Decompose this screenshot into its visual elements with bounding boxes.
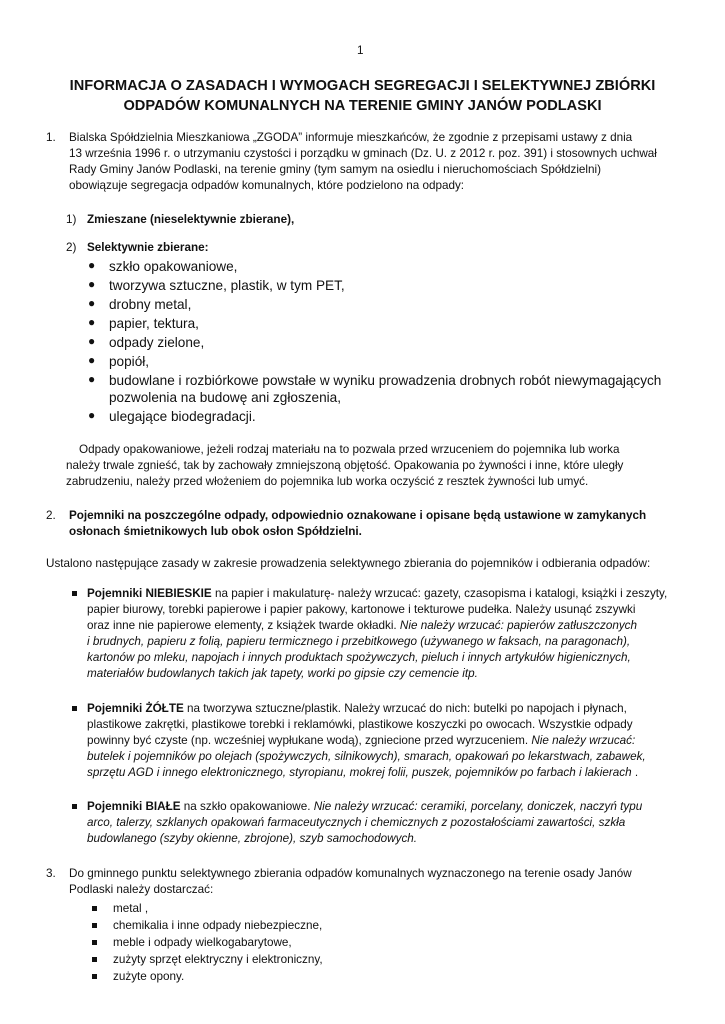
bullet-icon: ● [88, 408, 96, 422]
collection-point-item: chemikalia i inne odpady niebezpieczne, [113, 919, 323, 932]
waste-type-item: szkło opakowaniowe, [109, 259, 238, 274]
collection-point-item: zużyty sprzęt elektryczny i elektroniczny, [113, 953, 323, 966]
waste-type-item: papier, tektura, [109, 316, 199, 331]
section3-line: Do gminnego punktu selektywnego zbierania odpadów komunalnych wyznaczonego na terenie osady Janów [69, 867, 632, 880]
blue-container-line3 [87, 618, 637, 635]
bullet-icon: ● [88, 296, 96, 310]
section2-line: Pojemniki na poszczególne odpady, odpowiednio oznakowane i opisane będą ustawione w zamykanych [69, 509, 647, 522]
bullet-icon: ● [88, 258, 96, 272]
waste-type-item-continuation: pozwolenia na budowę ani zgłoszenia, [109, 390, 342, 405]
section3-line: Podlaski należy dostarczać: [69, 883, 214, 896]
packaging-note-line: zabrudzeniu, należy przed włożeniem do pojemnika lub worka oczyścić z resztek żywności lub umyć. [66, 475, 589, 488]
section1-line: obowiązuje segregacja odpadów komunalnych, które podzielono na odpady: [69, 179, 465, 192]
waste-type-item: budowlane i rozbiórkowe powstałe w wyniku prowadzenia drobnych robót niewymagających [109, 373, 662, 388]
yellow-container-exclusions: sprzętu AGD i innego elektronicznego, styropianu, mokrej folii, puszek, pojemników po farbach i lakierach [87, 766, 632, 779]
white-container-line1 [87, 799, 642, 816]
yellow-container-line5 [87, 765, 638, 782]
yellow-container-exclusions: Nie należy wrzucać: [531, 734, 636, 747]
square-bullet-icon [72, 591, 77, 596]
waste-type-item: odpady zielone, [109, 335, 205, 350]
white-container-line: budowlanego (szyby okienne, zbrojone), szyb samochodowych. [87, 832, 418, 845]
square-bullet-icon [72, 706, 77, 711]
yellow-container-line1 [87, 701, 627, 718]
item2-number: 2) [66, 241, 77, 254]
document-title-line1: INFORMACJA O ZASADACH I WYMOGACH SEGREGACJI I SELEKTYWNEJ ZBIÓRKI [69, 78, 656, 94]
yellow-container-line: plastikowe zakrętki, plastikowe torebki i reklamówki, plastikowe koszyczki po owocach. Wszystkie odpady [87, 718, 633, 731]
page-number: 1 [357, 44, 364, 57]
section1-number: 1. [46, 131, 56, 144]
blue-container-line: kartonów po mleku, napojach i innych produktach spożywczych, pieluch i innych artykułów higienicznych, [87, 651, 631, 664]
blue-container-line: i brudnych, papieru z folią, papieru termicznego i przebitkowego (używanego w faksach, na paragonach), [87, 635, 631, 648]
blue-container-text: oraz inne nie papierowe elementy, z książek twarde okładki. [87, 619, 400, 632]
bullet-icon: ● [88, 334, 96, 348]
blue-container-line: materiałów budowlanych takich jak tapety, worki po gipsie czy cemencie itp. [87, 667, 478, 680]
item2-label: Selektywnie zbierane: [87, 241, 209, 254]
blue-container-exclusions: Nie należy wrzucać: papierów zatłuszczonych [399, 619, 638, 632]
section3-number: 3. [46, 867, 56, 880]
packaging-note-line: Odpady opakowaniowe, jeżeli rodzaj materiału na to pozwala przed wrzuceniem do pojemnika lub worka [79, 443, 620, 456]
white-container-exclusions: Nie należy wrzucać: ceramiki, porcelany, doniczek, naczyń typu [313, 800, 643, 813]
yellow-container-text: powinny być czyste (np. wcześniej wypłukane wodą), zgniecione przed wyrzuceniem. [87, 734, 532, 747]
item1-label: Zmieszane (nieselektywnie zbierane), [87, 213, 295, 226]
section1-line: Bialska Spółdzielnia Mieszkaniowa „ZGODA” informuje mieszkańców, że zgodnie z przepisami ustawy z dnia [69, 131, 633, 144]
packaging-note-line: należy trwale zgnieść, tak by zachowały zmniejszoną objętość. Opakowania po żywności i inne, które uległy [66, 459, 624, 472]
yellow-container-line: butelek i pojemników po olejach (spożywczych, silnikowych), smarach, opakowań po lekarstwach, zabawek, [87, 750, 646, 763]
collection-point-item: meble i odpady wielkogabarytowe, [113, 936, 292, 949]
collection-point-item: zużyte opony. [113, 970, 185, 983]
blue-container-label: Pojemniki NIEBIESKIE [87, 587, 212, 600]
section2-intro: Ustalono następujące zasady w zakresie prowadzenia selektywnego zbierania do pojemników i odbierania odpadów: [46, 557, 651, 570]
yellow-container-label: Pojemniki ŻÓŁTE [87, 702, 184, 715]
blue-container-text: na papier i makulaturę- należy wrzucać: gazety, czasopisma i katalogi, książki i zeszyty, [211, 587, 668, 600]
waste-type-item: popiół, [109, 354, 150, 369]
section2-line: osłonach śmietnikowych lub obok osłon Spółdzielni. [69, 525, 362, 538]
document-title-line2: ODPADÓW KOMUNALNYCH NA TERENIE GMINY JANÓW PODLASKI [123, 98, 602, 114]
waste-type-item: tworzywa sztuczne, plastik, w tym PET, [109, 278, 345, 293]
white-container-line: arco, talerzy, szklanych opakowań farmaceutycznych i chemicznych z pozostałościami zawartości, szkła [87, 816, 626, 829]
square-bullet-icon [92, 923, 97, 928]
square-bullet-icon [92, 957, 97, 962]
white-container-text: na szkło opakowaniowe. [180, 800, 314, 813]
bullet-icon: ● [88, 277, 96, 291]
yellow-container-line3 [87, 733, 635, 750]
bullet-icon: ● [88, 353, 96, 367]
yellow-container-text: na tworzywa sztuczne/plastik. Należy wrzucać do nich: butelki po napojach i płynach, [183, 702, 627, 715]
blue-container-line1 [87, 586, 667, 603]
bullet-icon: ● [88, 315, 96, 329]
section2-number: 2. [46, 509, 56, 522]
square-bullet-icon [72, 804, 77, 809]
collection-point-item: metal , [113, 902, 149, 915]
square-bullet-icon [92, 974, 97, 979]
waste-type-item: drobny metal, [109, 297, 192, 312]
white-container-label: Pojemniki BIAŁE [87, 800, 181, 813]
square-bullet-icon [92, 940, 97, 945]
section1-line: Rady Gminy Janów Podlaski, na terenie gminy (tym samym na osiedlu i nieruchomościach Spółdzielni) [69, 163, 602, 176]
item1-number: 1) [66, 213, 77, 226]
square-bullet-icon [92, 906, 97, 911]
blue-container-line: papier biurowy, torebki papierowe i papier pakowy, kartonowe i tekturowe pudełka. Należy usunąć zszywki [87, 603, 636, 616]
yellow-container-text: . [631, 766, 639, 779]
section1-line: 13 września 1996 r. o utrzymaniu czystości i porządku w gminach (Dz. U. z 2012 r. poz. 391) i stosownych uchwał [69, 147, 657, 160]
waste-type-item: ulegające biodegradacji. [109, 409, 256, 424]
bullet-icon: ● [88, 372, 96, 386]
